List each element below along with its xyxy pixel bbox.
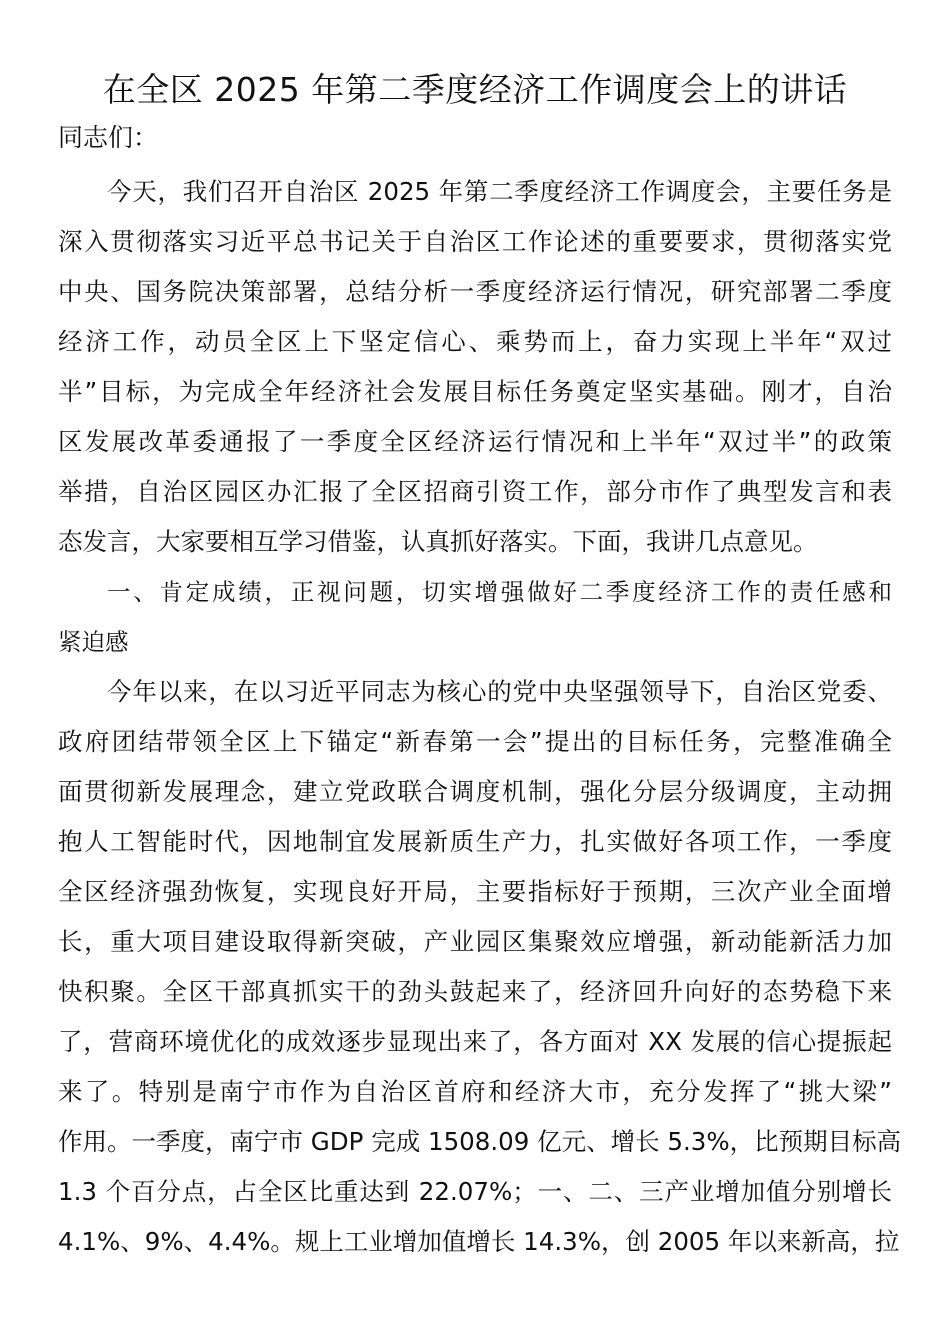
paragraph-line: 今年以来，在以习近平同志为核心的党中央坚强领导下，自治区党委、: [107, 677, 892, 706]
speech-body: [58, 167, 902, 1267]
paragraph-line: 经济工作，动员全区上下坚定信心、乘势而上，奋力实现上半年“双过: [58, 327, 892, 356]
paragraph-line: 4.1%、9%、4.4%。规上工业增加值增长 14.3%，创 2005 年以来新高，拉: [58, 1227, 900, 1256]
paragraph-line: 长，重大项目建设取得新突破，产业园区集聚效应增强，新动能新活力加: [58, 927, 892, 956]
paragraph-line: 政府团结带领全区上下锚定“新春第一会”提出的目标任务，完整准确全: [58, 727, 892, 756]
paragraph-line: 区发展改革委通报了一季度全区经济运行情况和上半年“双过半”的政策: [58, 427, 892, 456]
paragraph-line: 中央、国务院决策部署，总结分析一季度经济运行情况，研究部署二季度: [58, 277, 892, 306]
paragraph-line: 面贯彻新发展理念，建立党政联合调度机制，强化分层分级调度，主动拥: [58, 777, 892, 806]
section-heading-line: 一、肯定成绩，正视问题，切实增强做好二季度经济工作的责任感和: [107, 578, 892, 606]
speech-title: 在全区 2025 年第二季度经济工作调度会上的讲话: [102, 70, 848, 109]
section-heading-line: 紧迫感: [58, 628, 129, 656]
paragraph-line: 全区经济强劲恢复，实现良好开局，主要指标好于预期，三次产业全面增: [58, 877, 892, 906]
paragraph-line: 1.3 个百分点，占全区比重达到 22.07%；一、二、三产业增加值分别增长: [58, 1177, 892, 1206]
paragraph-line: 快积聚。全区干部真抓实干的劲头鼓起来了，经济回升向好的态势稳下来: [58, 977, 892, 1006]
paragraph-line: 了，营商环境优化的成效逐步显现出来了，各方面对 XX 发展的信心提振起: [58, 1027, 892, 1056]
paragraph-line: 态发言，大家要相互学习借鉴，认真抓好落实。下面，我讲几点意见。: [58, 527, 818, 556]
paragraph-line: 深入贯彻落实习近平总书记关于自治区工作论述的重要要求，贯彻落实党: [58, 227, 892, 256]
paragraph-line: 今天，我们召开自治区 2025 年第二季度经济工作调度会，主要任务是: [107, 177, 892, 206]
salutation: 同志们：: [58, 123, 159, 152]
paragraph-line: 抱人工智能时代，因地制宜发展新质生产力，扎实做好各项工作，一季度: [58, 827, 892, 856]
paragraph-line: 来了。特别是南宁市作为自治区首府和经济大市，充分发挥了“挑大梁”: [58, 1077, 892, 1106]
paragraph-line: 举措，自治区园区办汇报了全区招商引资工作，部分市作了典型发言和表: [58, 477, 892, 506]
paragraph-line: 半”目标，为完成全年经济社会发展目标任务奠定坚实基础。刚才，自治: [58, 377, 892, 406]
paragraph-line: 作用。一季度，南宁市 GDP 完成 1508.09 亿元、增长 5.3%，比预期目标高: [58, 1127, 902, 1156]
